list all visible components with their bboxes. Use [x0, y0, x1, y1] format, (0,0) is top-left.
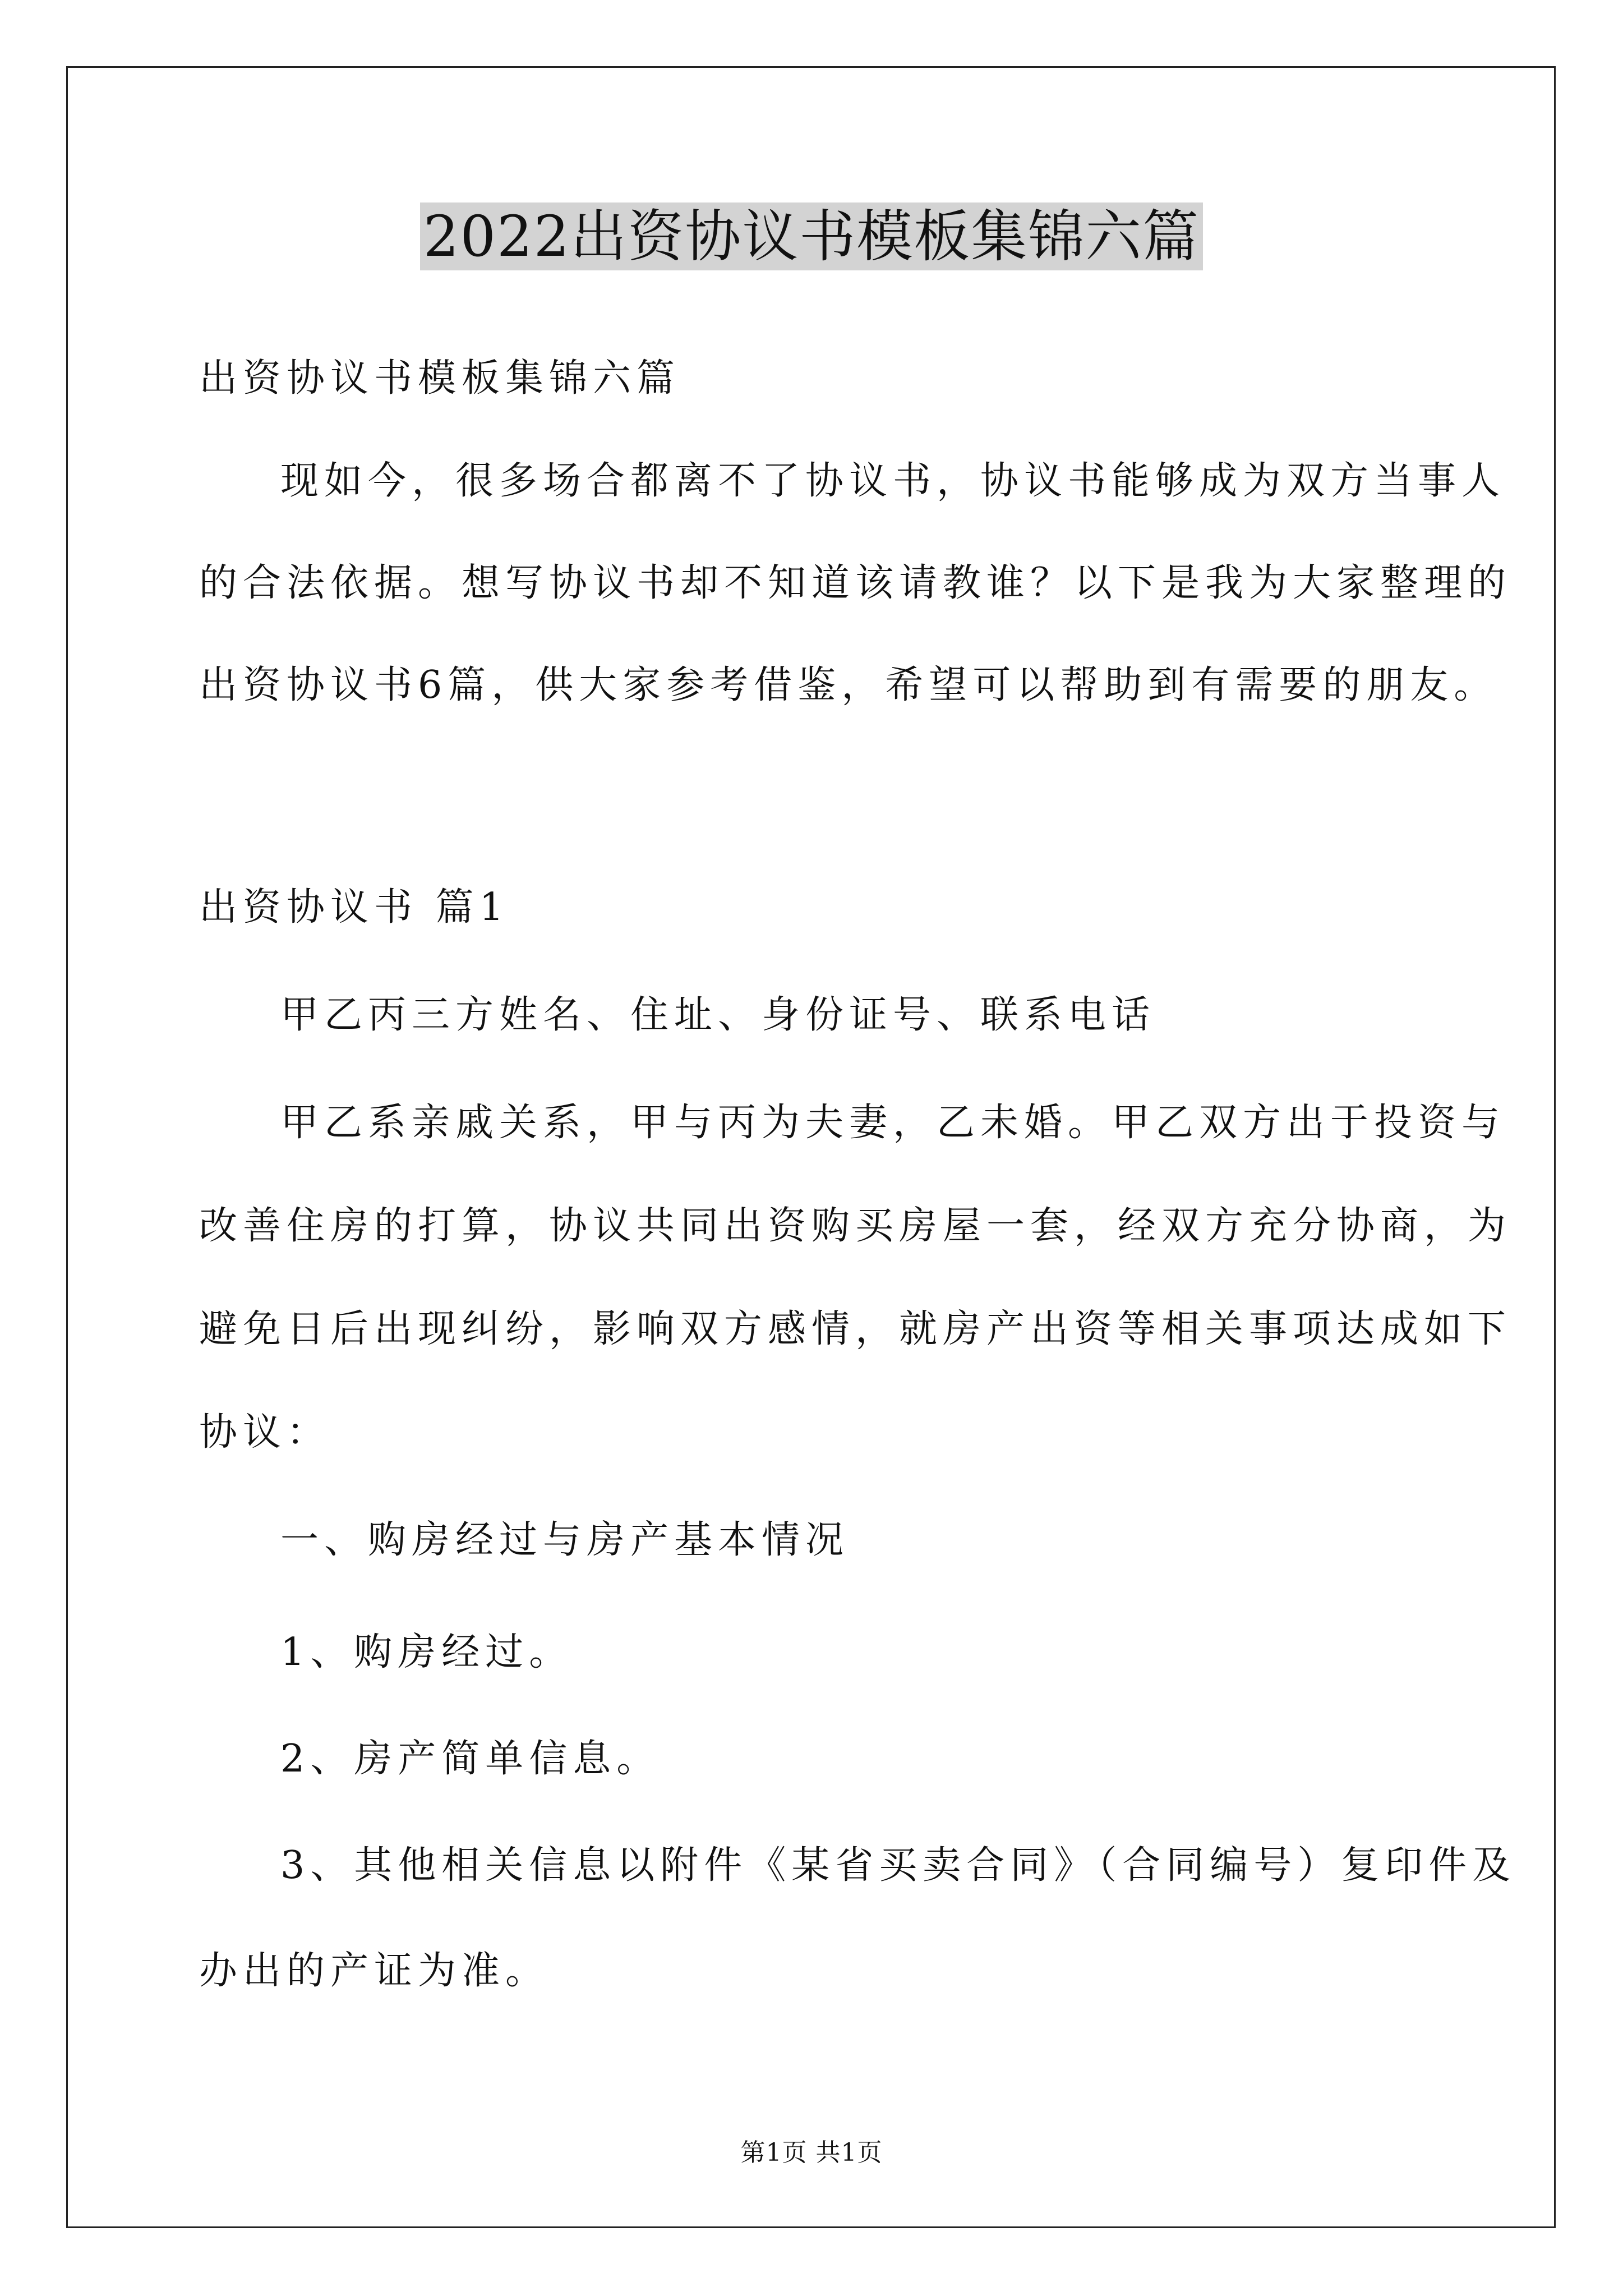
relationship-line-1: 甲乙系亲戚关系，甲与丙为夫妻，乙未婚。甲乙双方出于投资与: [280, 1101, 1506, 1145]
section-heading: 出资协议书 篇1: [199, 885, 509, 930]
clause-item-3: 3、其他相关信息以附件《某省买卖合同》（合同编号）复印件及: [280, 1843, 1516, 1888]
relationship-line-2: 改善住房的打算，协议共同出资购买房屋一套，经双方充分协商，为: [199, 1204, 1512, 1248]
clause-heading: 一、购房经过与房产基本情况: [280, 1518, 850, 1562]
clause-item-2: 2、房产简单信息。: [280, 1737, 661, 1781]
relationship-line-4: 协议：: [199, 1410, 331, 1455]
clause-continuation: 办出的产证为准。: [199, 1949, 550, 1993]
intro-line-2: 的合法依据。想写协议书却不知道该请教谁？以下是我为大家整理的: [199, 561, 1512, 605]
intro-line-1: 现如今，很多场合都离不了协议书，协议书能够成为双方当事人: [280, 459, 1506, 503]
intro-line-3: 出资协议书6篇，供大家参考借鉴，希望可以帮助到有需要的朋友。: [199, 663, 1498, 707]
page-number: 第1页 共1页: [740, 2138, 883, 2167]
relationship-line-3: 避免日后出现纠纷，影响双方感情，就房产出资等相关事项达成如下: [199, 1307, 1512, 1351]
page-footer: [0, 2136, 1623, 2170]
parties-line: 甲乙丙三方姓名、住址、身份证号、联系电话: [280, 993, 1156, 1037]
document-title-text: 2022出资协议书模板集锦六篇: [420, 203, 1204, 270]
document-title: [0, 197, 1623, 276]
document-subtitle: 出资协议书模板集锦六篇: [199, 356, 681, 401]
clause-item-1: 1、购房经过。: [280, 1630, 573, 1674]
